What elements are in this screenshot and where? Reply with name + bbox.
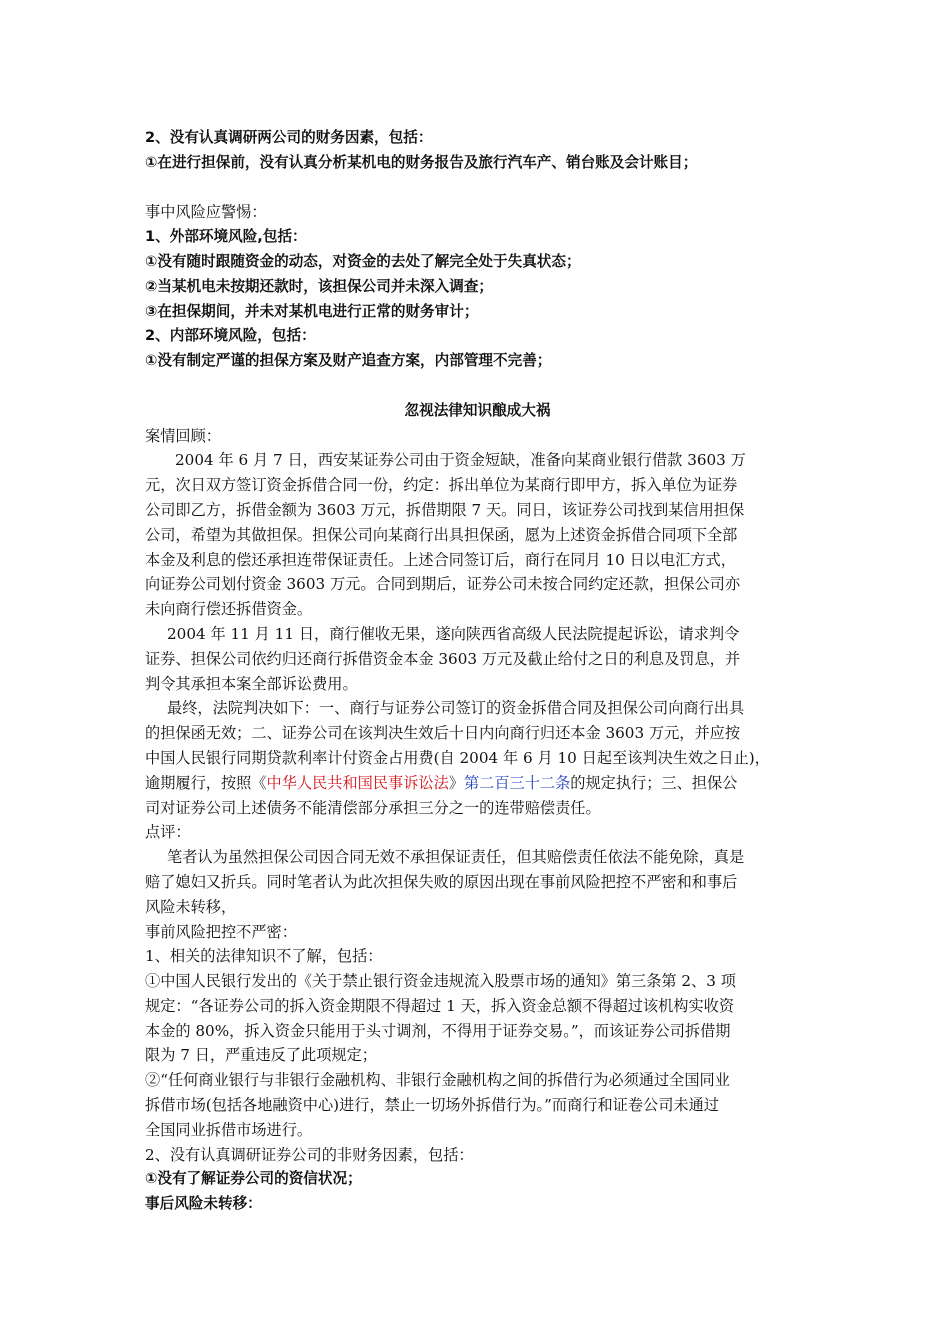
text-segment: 的规定执行；三、担保公	[570, 773, 738, 792]
legal-item-1-line: 限为 7 日，严重违反了此项规定；	[145, 1046, 377, 1065]
case-p2-line: 判令其承担本案全部诉讼费用。	[145, 674, 358, 693]
external-risk-heading: 1、外部环境风险,包括：	[145, 228, 307, 246]
legal-item-2-line: ②“任何商业银行与非银行金融机构、非银行金融机构之间的拆借行为必须通过全国同业	[145, 1071, 730, 1090]
legal-knowledge-item: 1、相关的法律知识不了解，包括：	[145, 947, 383, 966]
civil-procedure-law-link[interactable]: 中华人民共和国民事诉讼法	[266, 773, 449, 792]
comment-line: 笔者认为虽然担保公司因合同无效不承担保证责任，但其赔偿责任依法不能免除，真是	[167, 848, 745, 867]
case-review-label: 案情回顾：	[145, 426, 221, 445]
case-p1-line: 公司，希望为其做担保。担保公司向某商行出具担保函，愿为上述资金拆借合同项下全部	[145, 525, 738, 544]
case-p2-line: 证券、担保公司依约归还商行拆借资金本金 3603 万元及截止给付之日的利息及罚息，并	[145, 649, 741, 668]
comment-line: 风险未转移，	[145, 897, 237, 916]
case-heading: 忽视法律知识酿成大祸	[404, 401, 551, 419]
legal-item-2-line: 拆借市场(包括各地融资中心)进行，禁止一切场外拆借行为。”而商行和证卷公司未通过	[145, 1096, 719, 1115]
blank-line	[145, 374, 810, 399]
non-financial-item: 2、没有认真调研证券公司的非财务因素，包括：	[145, 1145, 474, 1164]
case-p3-line-links	[145, 771, 810, 796]
sec1-line-1: 2、没有认真调研两公司的财务因素，包括：	[145, 129, 433, 146]
external-risk-item-3: ③在担保期间，并未对某机电进行正常的财务审计；	[145, 302, 479, 320]
internal-risk-item-1: ①没有制定严谨的担保方案及财产追查方案，内部管理不完善；	[145, 352, 552, 370]
legal-item-1-line: 本金的 80%，拆入资金只能用于头寸调剂，不得用于证券交易。”，而该证券公司拆借期	[145, 1021, 731, 1040]
legal-item-1-line: 规定：“各证券公司的拆入资金期限不得超过 1 天，拆入资金总额不得超过该机构实收资	[145, 996, 735, 1015]
case-p2-line: 2004 年 11 月 11 日，商行催收无果，遂向陕西省高级人民法院提起诉讼，请求判令	[167, 624, 740, 643]
external-risk-item-2: ②当某机电未按期还款时，该担保公司并未深入调查；	[145, 277, 494, 295]
document-page	[145, 126, 810, 1217]
case-p1-line: 公司即乙方，拆借金额为 3603 万元，拆借期限 7 天。同日，该证券公司找到某信用担保	[145, 500, 745, 519]
in-process-risk-title: 事中风险应警惕：	[145, 203, 267, 222]
case-p3-line: 中国人民银行同期贷款利率计付资金占用费(自 2004 年 6 月 10 日起至该判决生效之日止)，	[145, 748, 770, 767]
pre-risk-heading: 事前风险把控不严密：	[145, 922, 297, 941]
sec1-line-2: ①在进行担保前，没有认真分析某机电的财务报告及旅行汽车产、销台账及会计账目；	[145, 153, 698, 171]
blank-line	[145, 176, 810, 201]
case-p3-line: 司对证券公司上述债务不能清偿部分承担三分之一的连带赔偿责任。	[145, 798, 601, 817]
case-p3-line: 最终，法院判决如下：一、商行与证券公司签订的资金拆借合同及担保公司向商行出具	[167, 699, 745, 718]
post-risk-heading: 事后风险未转移：	[145, 1195, 262, 1213]
legal-item-1-line: ①中国人民银行发出的《关于禁止银行资金违规流入股票市场的通知》第三条第 2、3 项	[145, 972, 736, 991]
case-p1-line: 向证券公司划付资金 3603 万元。合同到期后，证券公司未按合同约定还款，担保公司亦	[145, 575, 741, 594]
case-p1-line: 未向商行偿还拆借资金。	[145, 600, 313, 619]
case-p1-line: 2004 年 6 月 7 日，西安某证券公司由于资金短缺，准备向某商业银行借款 3603 万	[175, 451, 746, 470]
case-p1-line: 本金及利息的偿还承担连带保证责任。上述合同签订后，商行在同月 10 日以电汇方式，	[145, 550, 736, 569]
external-risk-item-1: ①没有随时跟随资金的动态，对资金的去处了解完全处于失真状态；	[145, 252, 581, 270]
article-232-link[interactable]: 第二百三十二条	[463, 773, 571, 792]
case-p1-line: 元，次日双方签订资金拆借合同一份，约定：拆出单位为某商行即甲方，拆入单位为证券	[145, 476, 738, 495]
credit-status-item: ①没有了解证券公司的资信状况；	[145, 1170, 362, 1188]
case-p3-line: 的担保函无效；二、证券公司在该判决生效后十日内向商行归还本金 3603 万元，并应按	[145, 724, 741, 743]
comment-label: 点评：	[145, 823, 191, 842]
internal-risk-heading: 2、内部环境风险，包括：	[145, 327, 316, 345]
comment-line: 赔了媳妇又折兵。同时笔者认为此次担保失败的原因出现在事前风险把控不严密和和事后	[145, 872, 738, 891]
text-segment: 》	[448, 773, 464, 792]
legal-item-2-line: 全国同业拆借市场进行。	[145, 1120, 313, 1139]
text-segment: 逾期履行，按照《	[145, 773, 267, 792]
